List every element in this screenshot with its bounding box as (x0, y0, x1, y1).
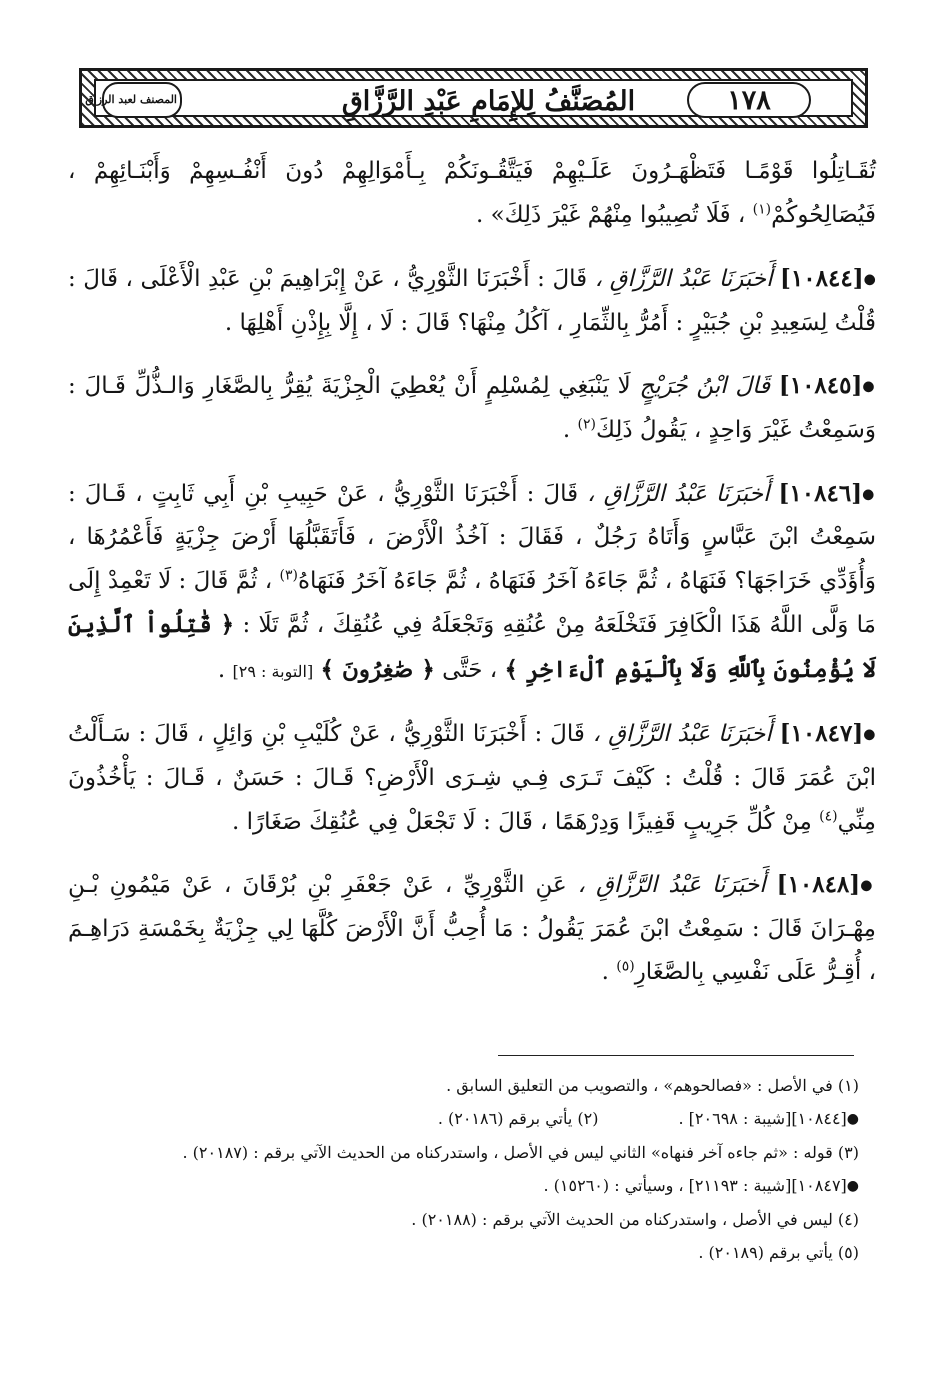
hadith-number: [١٠٨٤٧] (779, 720, 864, 748)
bullet-icon: ● (863, 271, 877, 288)
intro-paragraph (68, 150, 876, 237)
footnote-divider (498, 1055, 854, 1056)
footnote-4: (٤) ليس في الأصل ، واستدركناه من الحديث الآتي برقم : (٢٠١٨٨) . (411, 1210, 859, 1229)
footnotes (79, 1069, 859, 1269)
quran-verse-end: ﴿ صَٰغِرُونَ ﴾ (320, 655, 435, 683)
surah-reference: [التوبة : ٢٩] (232, 661, 314, 681)
bullet-icon: ● (860, 877, 877, 894)
intro-line-1: تُقَـاتِلُوا قَوْمًـا فَتَظْهَـرُونَ عَلَـيْهِمْ فَيَتَّقُـونَكُمْ بِـأَمْوَالِهِمْ دُونَ أَنْفُـسِهِمْ وَأَبْنَـائِهِمْ ، (68, 158, 876, 184)
footnote-1: (١) في الأصل : «فصالحوهم» ، والتصويب من التعليق السابق . (446, 1076, 859, 1095)
hadith-end: . (601, 959, 617, 986)
intro-line-2b: ، فَلَا تُصِيبُوا مِنْهُمْ غَيْرَ ذَلِكَ» . (475, 201, 746, 228)
book-title: المُصَنَّفُ لِلإِمَامِ عَبْدِ الرَّزَّاقِ (341, 85, 636, 117)
hadith-text: قَالَ : أَخْبَرَنَا الثَّوْرِيُّ ، عَنْ إِبْرَاهِيمَ بْنِ عَبْدِ الْأَعْلَى ، قَالَ : قُلْتُ لِسَعِيدِ بْنِ جُبَيْرٍ : أَمُرُّ بِالثِّمَارِ ، آكُلُ مِنْهَا؟ قَالَ : لَا ، إِلَّا بِإِذْنِ أَهْلِهَا . (68, 266, 876, 336)
hadith-text: عَنِ الثَّوْرِيِّ ، عَنْ جَعْفَرِ بْنِ بُرْقَانَ ، عَنْ مَيْمُونِ بْـنِ مِهْـرَانَ قَالَ : سَمِعْتُ ابْنَ عُمَرَ يَقُولُ : مَا أُحِبُّ أَنَّ الْأَرْضَ كُلَّهَا لِي جِزْيَةٌ بِخَمْسَةِ دَرَاهِـمَ ، أُقِـرُّ عَلَى نَفْسِي بِالصَّغَارِ (68, 872, 876, 986)
source-ref: [١٠٨٤٤][شيبة : ٢٠٦٩٨] . (678, 1109, 847, 1128)
bullet-icon: ● (863, 726, 877, 743)
header-frame (85, 79, 853, 117)
emblem-text: المصنف لعبد الرزاق (85, 93, 177, 106)
bullet-icon: ● (846, 1178, 859, 1194)
footnote-3: (٣) قوله : «ثم جاءه آخر فنهاه» الثاني ليس في الأصل ، واستدركناه من الحديث الآتي برقم : (٢٠١٨٧) . (182, 1143, 859, 1162)
footnote-ref-2: (٢) (577, 416, 596, 433)
source-ref: [١٠٨٤٧][شيبة : ٢١١٩٣] ، وسيأتي : (١٥٢٦٠) . (543, 1176, 847, 1195)
footnote-ref-3: (٣) (279, 567, 298, 584)
hadith-narration: قَالَ ابْنُ جُرَيْجٍ (639, 373, 771, 400)
hadith-text-2: مِنْ كُلِّ جَرِيبٍ قَفِيزًا وَدِرْهَمًا ، قَالَ : لَا تَجْعَلْ فِي عُنُقِكَ صَغَارًا . (232, 808, 812, 835)
book-emblem-icon (85, 82, 182, 118)
hadith-number: [١٠٨٤٥] (778, 372, 863, 400)
hadith-10846 (68, 472, 876, 694)
hadith-10845 (68, 364, 876, 452)
hadith-narration: أَخبَرَنَا عَبْدُ الرَّزَّاقِ ، (577, 872, 766, 898)
source-note-10847 (79, 1169, 859, 1203)
hadith-10844 (68, 257, 876, 345)
hadith-text-2: ، ثُمَّ قَالَ : لَا تَعْمِدْ إِلَى مَا وَلَّى اللَّهُ هَذَا الْكَافِرَ فَتَخْلَعَهُ مِنْ عُنُقِهِ وَتَجْعَلَهُ فِي عُنُقِكَ ، ثُمَّ تَلَا : (68, 567, 876, 639)
hadith-number: [١٠٨٤٨] (776, 871, 861, 898)
bullet-icon: ● (862, 485, 877, 502)
quran-verse: ﴿ قَٰتِلُواْ ٱلَّذِينَ لَا يُؤْمِنُونَ بِٱللَّهِ وَلَا بِٱلْيَوْمِ ٱلْءَاخِرِ ﴾ (68, 611, 876, 683)
page-number: ١٧٨ (687, 82, 811, 118)
source-note-10844 (79, 1102, 859, 1136)
hadith-number: [١٠٨٤٦] (778, 479, 863, 507)
hadith-text-1: قَالَ : أَخْبَرَنَا الثَّوْرِيُّ ، عَنْ كُلَيْبِ بْنِ وَائِلٍ ، قَالَ : سَـأَلْتُ ابْنَ عُمَرَ قَالَ : قُلْتُ : كَيْفَ تَـرَى فِـي شِـرَى الْأَرْضِ؟ قَـالَ : حَسَنٌ ، قَـالَ : يَأْخُذُونَ مِنِّي (68, 721, 876, 835)
bullet-icon: ● (846, 1111, 859, 1127)
footnote-ref-5: (٥) (616, 958, 635, 975)
main-text (68, 150, 876, 1014)
hadith-end: . (562, 417, 578, 443)
footnote-ref-4: (٤) (819, 807, 838, 824)
hadith-number: [١٠٨٤٤] (780, 265, 864, 292)
hadith-narration: أَخبَرَنَا عَبْدُ الرَّزَّاقِ ، (592, 721, 772, 748)
hadith-10847 (68, 712, 876, 844)
bullet-icon: ● (862, 378, 877, 395)
hadith-narration: أَخبَرَنَا عَبْدُ الرَّزَّاقِ ، (587, 480, 770, 507)
page-header (79, 68, 868, 128)
hadith-text: لَا يَنْبَغِي لِمُسْلِمٍ أَنْ يُعْطِيَ الْجِزْيَةَ يُقِرُّ بِالصَّغَارِ وَالـذُّلِّ قَـالَ : وَسَمِعْتُ غَيْرَ وَاحِدٍ ، يَقُولُ ذَلِكَ (68, 373, 876, 443)
hadith-text-1: قَالَ : أَخْبَرَنَا الثَّوْرِيُّ ، عَنْ حَبِيبِ بْنِ أَبِي ثَابِتٍ ، قَـالَ : سَمِعْتُ ابْنَ عَبَّاسٍ وَأَتَاهُ رَجُلٌ ، فَقَالَ : آخُذُ الْأَرْضَ ، فَأَتَقَبَّلُهَا أَرْضَ جِزْيَةٍ فَأَعْمُرُهَا ، وَأُؤَدِّي خَرَاجَهَا؟ فَنَهَاهُ ، ثُمَّ جَاءَهُ آخَرُ فَنَهَاهُ ، ثُمَّ جَاءَهُ آخَرُ فَنَهَاهُ (68, 480, 876, 594)
hadith-10848 (68, 863, 876, 995)
footnote-ref-1: (١) (752, 200, 772, 217)
hadith-end: . (217, 656, 233, 683)
hadith-narration: أَخبَرَنَا عَبْدُ الرَّزَّاقِ ، (594, 266, 773, 292)
hadith-mid: ، حَتَّى (442, 656, 498, 683)
footnote-5: (٥) يأتي برقم (٢٠١٨٩) . (698, 1243, 859, 1262)
footnote-2: (٢) يأتي برقم (٢٠١٨٦) . (437, 1109, 599, 1128)
intro-line-2a: فَيُصَالِحُوكُمْ (771, 201, 876, 228)
